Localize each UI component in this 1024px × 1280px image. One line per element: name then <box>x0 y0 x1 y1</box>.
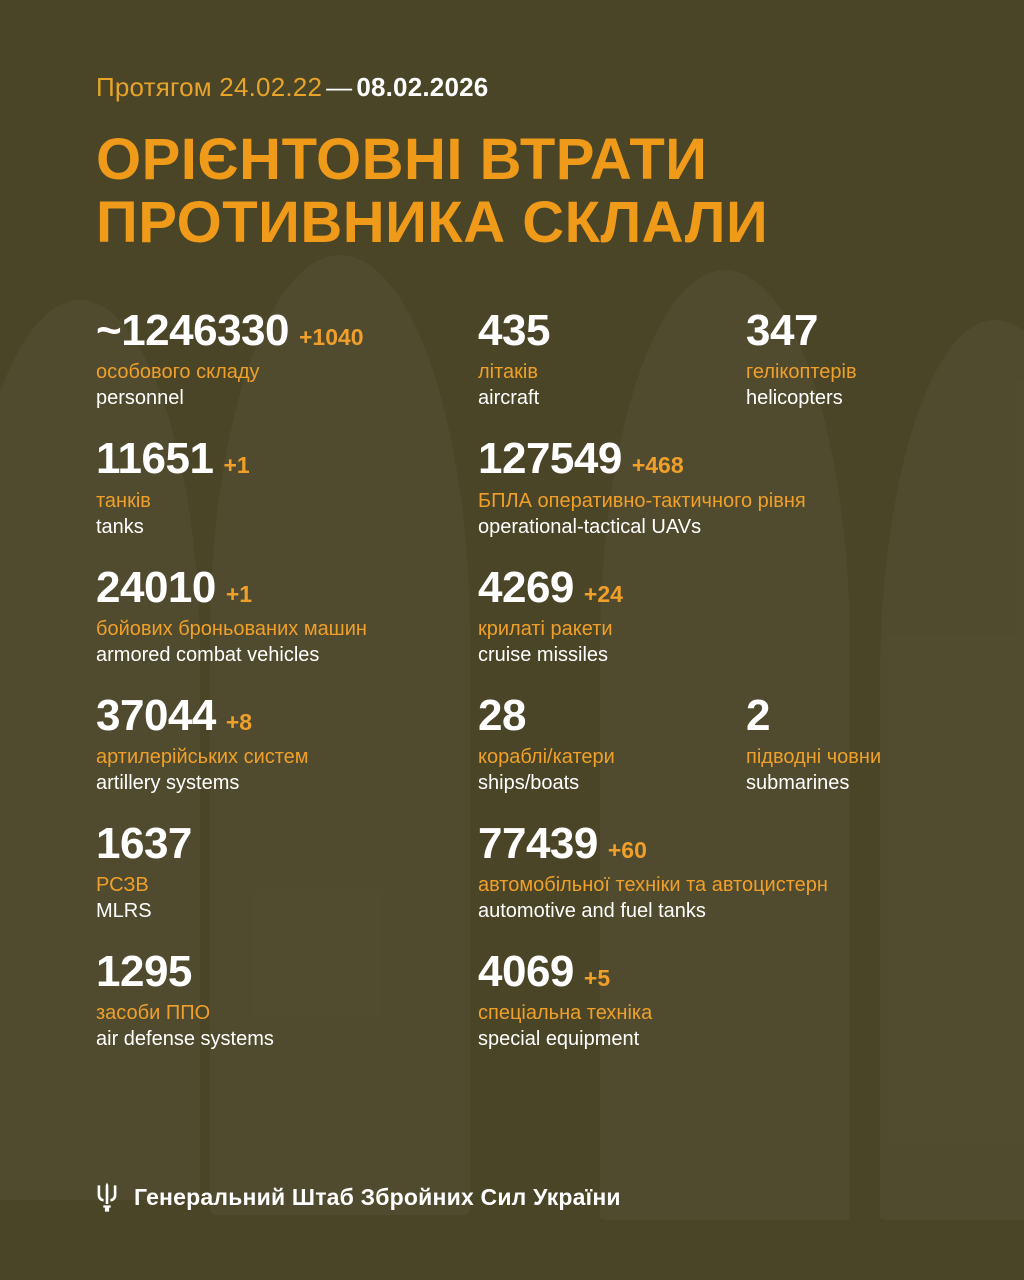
stat-mlrs <box>96 821 478 923</box>
stat-label-en: MLRS <box>96 900 152 923</box>
stat-label-ua: бойових броньованих машин <box>96 617 367 640</box>
stat-label-ua: артилерійських систем <box>96 746 309 768</box>
stat-label-en: armored combat vehicles <box>96 643 320 666</box>
period-start: Протягом 24.02.22 <box>96 72 323 102</box>
stats-row <box>96 436 928 538</box>
period-dash: — <box>326 72 353 102</box>
stat-cruise-missiles <box>478 562 928 667</box>
stat-ships-boats <box>478 690 746 795</box>
stat-armored-combat-vehicles <box>96 562 478 667</box>
stat-label-en: personnel <box>96 387 184 410</box>
stat-label-en: helicopters <box>746 387 843 410</box>
stat-submarines <box>746 690 928 795</box>
stat-label-ua: крилаті ракети <box>478 617 613 640</box>
stat-personnel <box>96 308 478 410</box>
stat-value: 1637 <box>96 819 192 868</box>
stat-label-ua: засоби ППО <box>96 1002 211 1025</box>
stat-label-en: operational-tactical UAVs <box>478 515 702 538</box>
stat-value: 77439 <box>478 819 598 868</box>
stat-label-en: submarines <box>746 772 850 794</box>
page-title-line-2: ПРОТИВНИКА СКЛАЛИ <box>96 189 769 255</box>
stats-row <box>96 949 928 1051</box>
stat-label-ua: кораблі/катери <box>478 746 615 768</box>
page-title <box>96 129 928 254</box>
stats-row <box>96 821 928 923</box>
stat-delta: +8 <box>225 708 253 735</box>
stat-artillery-systems <box>96 690 478 795</box>
stat-value: 2 <box>746 690 770 740</box>
stat-label-ua: літаків <box>478 361 538 384</box>
stat-delta: +24 <box>583 580 623 607</box>
stat-value: ~1246330 <box>96 306 289 356</box>
stat-value: 347 <box>746 306 818 356</box>
stat-label-ua: підводні човни <box>746 746 882 768</box>
stat-delta: +468 <box>631 452 684 479</box>
page-title-line-1: ОРІЄНТОВНІ ВТРАТИ <box>96 127 708 192</box>
stat-delta: +1 <box>225 580 253 607</box>
stat-label-ua: БПЛА оперативно-тактичного рівня <box>478 489 806 512</box>
stat-label-en: air defense systems <box>96 1028 274 1051</box>
stat-delta: +5 <box>583 965 611 992</box>
reporting-period <box>96 0 928 103</box>
stat-label-ua: танків <box>96 489 151 512</box>
stat-value: 1295 <box>96 947 192 997</box>
stats-row <box>96 690 928 795</box>
stat-label-en: aircraft <box>478 387 540 410</box>
stat-special-equipment <box>478 949 928 1051</box>
footer-text: Генеральний Штаб Збройних Сил України <box>134 1183 621 1210</box>
stat-value: 24010 <box>96 562 216 612</box>
period-end-date: 08.02.2026 <box>356 72 489 102</box>
footer <box>96 1182 928 1212</box>
stat-label-ua: автомобільної техніки та автоцистерн <box>478 874 828 897</box>
stat-tanks <box>96 436 478 538</box>
stat-value: 435 <box>478 306 550 356</box>
losses-stats-grid <box>96 308 928 1051</box>
stat-label-en: tanks <box>96 515 144 538</box>
stat-value: 127549 <box>478 434 622 484</box>
stat-label-en: automotive and fuel tanks <box>478 900 706 923</box>
stat-value: 4069 <box>478 947 574 997</box>
stat-label-ua: гелікоптерів <box>746 361 857 384</box>
stat-delta: +1040 <box>299 324 364 351</box>
stat-delta: +60 <box>607 837 647 863</box>
stat-label-ua: спеціальна техніка <box>478 1002 653 1025</box>
stat-value: 28 <box>478 690 526 740</box>
stats-row <box>96 308 928 410</box>
stat-value: 11651 <box>96 434 214 484</box>
stat-label-en: cruise missiles <box>478 643 609 666</box>
stat-label-ua: РСЗВ <box>96 874 149 897</box>
stat-label-ua: особового складу <box>96 361 260 384</box>
stat-operational-tactical-uavs <box>478 436 928 538</box>
stat-label-en: artillery systems <box>96 772 240 794</box>
stat-label-en: special equipment <box>478 1028 640 1051</box>
stat-delta: +1 <box>223 452 250 479</box>
trident-icon <box>96 1182 118 1212</box>
stat-automotive-and-fuel-tanks <box>478 821 928 923</box>
stat-value: 37044 <box>96 690 216 740</box>
stat-helicopters <box>746 308 928 410</box>
stat-aircraft <box>478 308 746 410</box>
stat-value: 4269 <box>478 562 574 612</box>
stat-label-en: ships/boats <box>478 772 580 794</box>
stats-row <box>96 562 928 667</box>
stat-air-defense-systems <box>96 949 478 1051</box>
